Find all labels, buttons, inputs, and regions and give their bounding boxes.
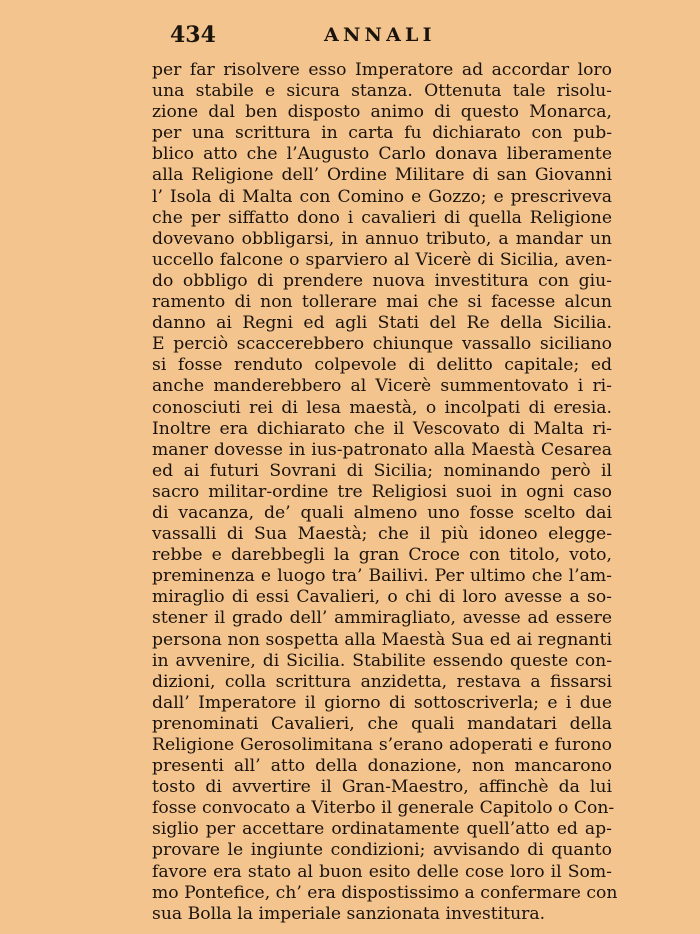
text-line: Inoltre era dichiarato che il Vescovato di Malta ri- (152, 418, 612, 439)
text-line: una stabile e sicura stanza. Ottenuta tale risolu- (152, 81, 612, 102)
page-number: 434 (170, 22, 216, 48)
text-line: anche manderebbero al Vicerè summentovato i ri- (152, 376, 612, 397)
body-text (152, 60, 618, 925)
text-line: blico atto che l’Augusto Carlo donava liberamente (152, 144, 612, 165)
text-line: di vacanza, de’ quali almeno uno fosse scelto dai (152, 502, 612, 523)
text-line: per far risolvere esso Imperatore ad accordar loro (152, 60, 612, 80)
text-line: E perciò scaccerebbero chiunque vassallo siciliano (152, 334, 612, 355)
text-line: sacro militar-ordine tre Religiosi suoi in ogni caso (152, 481, 612, 502)
text-line: rebbe e darebbegli la gran Croce con titolo, voto, (152, 545, 612, 566)
text-line: presenti all’ atto della donazione, non mancarono (152, 756, 612, 777)
text-line: dovevano obbligarsi, in annuo tributo, a mandar un (152, 228, 612, 249)
text-line: l’ Isola di Malta con Comino e Gozzo; e prescriveva (152, 186, 612, 207)
text-line: in avvenire, di Sicilia. Stabilite essendo queste con- (152, 650, 612, 671)
text-line: persona non sospetta alla Maestà Sua ed ai regnanti (152, 629, 612, 650)
page-header (0, 22, 700, 50)
text-line: fosse convocato a Viterbo il generale Capitolo o Con- (152, 798, 615, 819)
text-line: miraglio di essi Cavalieri, o chi di loro avesse a so- (152, 587, 612, 608)
text-line: che per siffatto dono i cavalieri di quella Religione (152, 207, 612, 228)
text-line: dizioni, colla scrittura anzidetta, restava a fissarsi (152, 671, 612, 692)
text-line: per una scrittura in carta fu dichiarato con pub- (152, 123, 612, 144)
text-line: Religione Gerosolimitana s’erano adoperati e furono (152, 735, 612, 755)
text-line: provare le ingiunte condizioni; avvisando di quanto (152, 840, 612, 861)
text-line: prenominati Cavalieri, che quali mandatari della (152, 713, 612, 734)
text-line: do obbligo di prendere nuova investitura con giu- (152, 270, 612, 291)
running-head: ANNALI (324, 24, 436, 46)
text-line: favore era stato al buon esito delle cose loro il Som- (152, 861, 612, 882)
text-line: ed ai futuri Sovrani di Sicilia; nominando però il (152, 460, 612, 481)
text-line: si fosse renduto colpevole di delitto capitale; ed (152, 355, 612, 376)
text-line: maner dovesse in ius-patronato alla Maestà Cesarea (152, 439, 612, 460)
text-line: sua Bolla la imperiale sanzionata investitura. (152, 903, 546, 924)
text-line: conosciuti rei di lesa maestà, o incolpati di eresia. (152, 397, 612, 418)
text-line: zione dal ben disposto animo di questo Monarca, (152, 102, 612, 123)
text-line: dall’ Imperatore il giorno di sottoscriverla; e i due (152, 692, 612, 713)
text-line: ramento di non tollerare mai che si facesse alcun (152, 292, 612, 313)
text-line: alla Religione dell’ Ordine Militare di san Giovanni (152, 165, 612, 186)
text-line: preminenza e luogo tra’ Bailivi. Per ultimo che l’am- (152, 566, 612, 587)
text-line: siglio per accettare ordinatamente quell’atto ed ap- (152, 819, 612, 840)
text-line: mo Pontefice, ch’ era dispostissimo a confermare con (152, 882, 618, 903)
text-line: vassalli di Sua Maestà; che il più idoneo eleggе- (152, 524, 612, 545)
text-line: danno ai Regni ed agli Stati del Re della Sicilia. (152, 313, 612, 334)
text-line: uccello falcone o sparviero al Vicerè di Sicilia, aven- (152, 249, 612, 270)
text-line: tosto di avvertire il Gran-Maestro, affinchè da lui (152, 777, 612, 798)
text-line: stener il grado dell’ ammiragliato, avesse ad essere (152, 608, 612, 629)
